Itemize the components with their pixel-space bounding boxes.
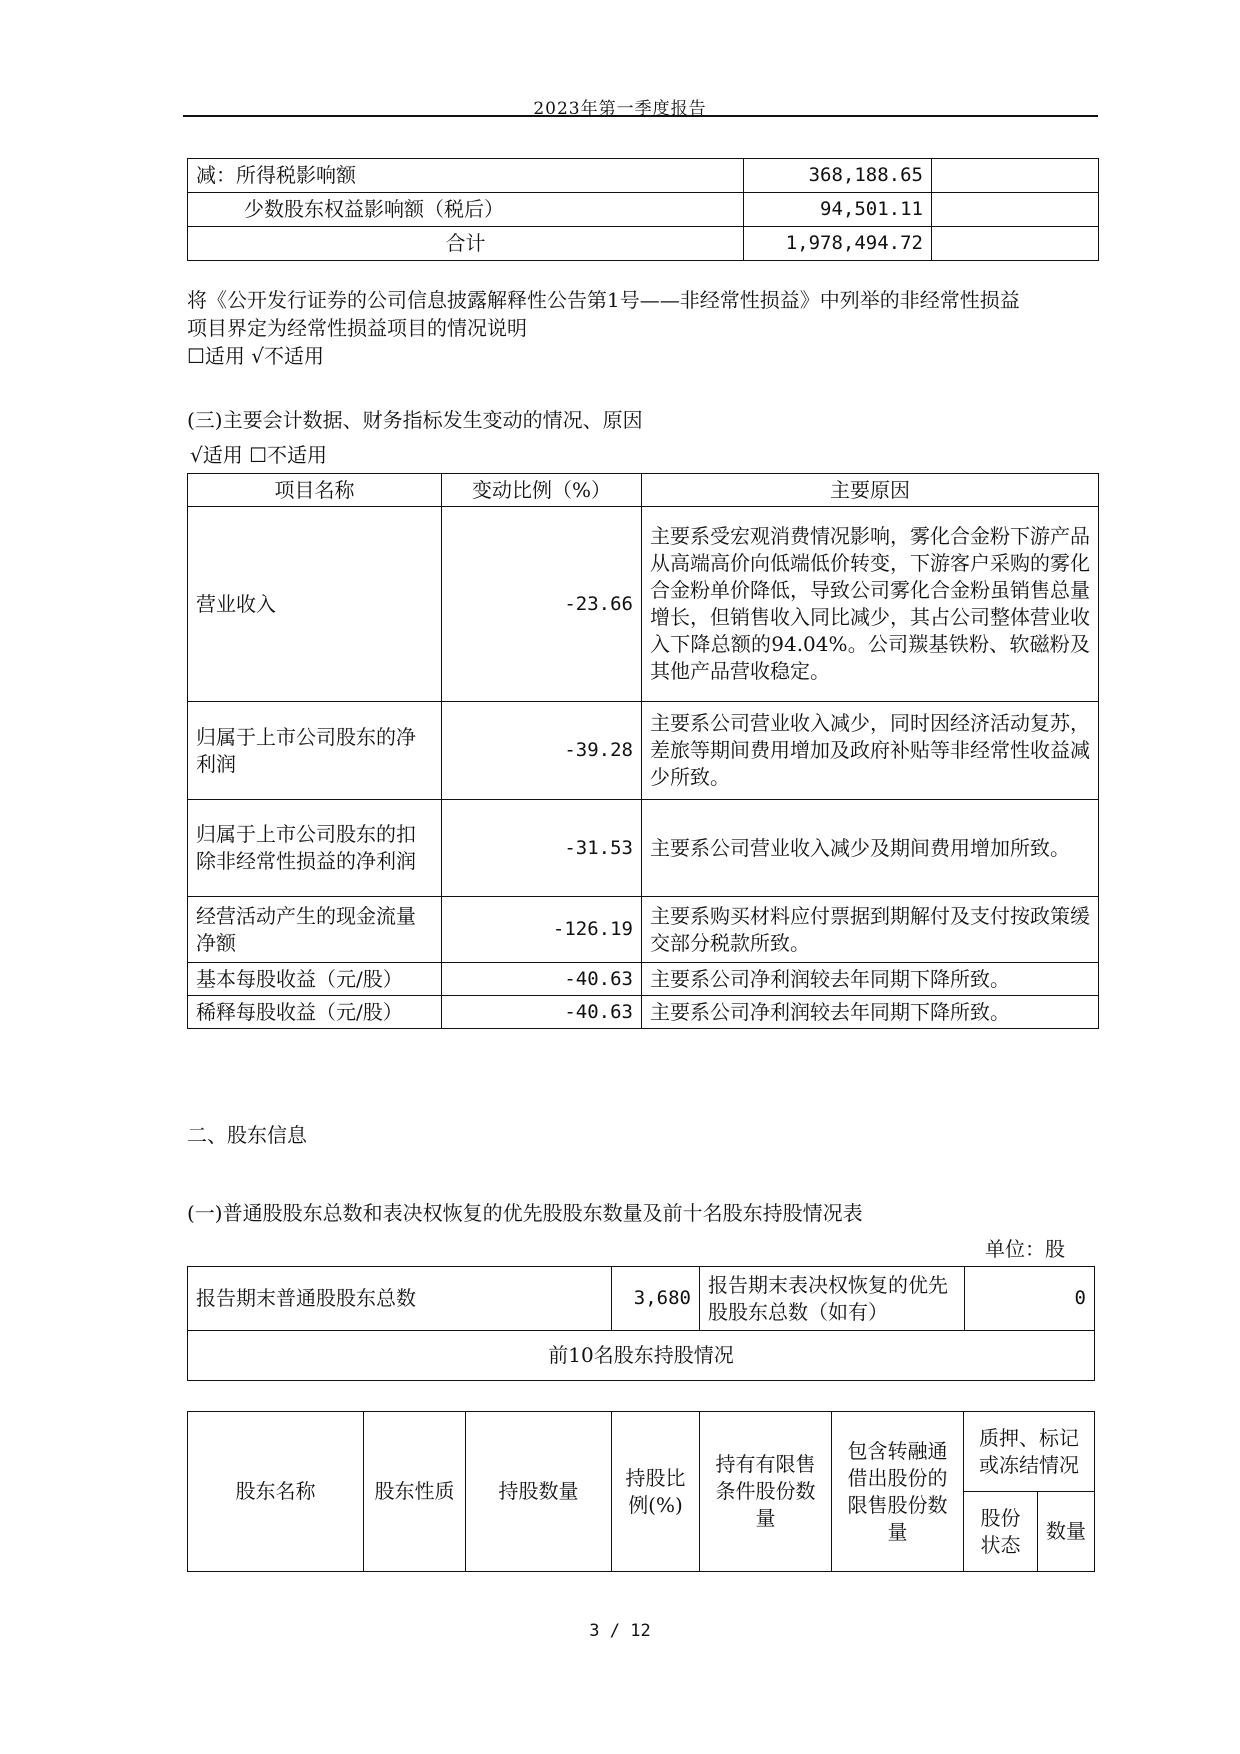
header-pledge-quantity: 数量: [1038, 1492, 1095, 1572]
change-ratio: -31.53: [442, 800, 642, 897]
preferred-holders-value: 0: [965, 1267, 1095, 1331]
main-reason: 主要系公司营业收入减少及期间费用增加所致。: [642, 800, 1099, 897]
page-number: 3 / 12: [589, 1621, 651, 1641]
section-3-title: (三)主要会计数据、财务指标发生变动的情况、原因: [187, 408, 643, 432]
table-row: [188, 1331, 1095, 1381]
change-ratio: -40.63: [442, 996, 642, 1029]
item-name: 归属于上市公司股东的扣除非经常性损益的净利润: [188, 800, 442, 897]
table-row: [188, 507, 1099, 702]
header-pledge-status: 质押、标记或冻结情况: [964, 1412, 1095, 1492]
common-holders-label: 报告期末普通股股东总数: [188, 1267, 612, 1331]
row-note: [932, 159, 1099, 193]
header-holding-ratio: 持股比例(%): [612, 1412, 700, 1572]
row-label: 少数股东权益影响额（税后）: [188, 193, 744, 227]
header-holder-nature: 股东性质: [364, 1412, 466, 1572]
table-header-row: [188, 1412, 1095, 1492]
changes-table: [187, 473, 1099, 1029]
definition-applicability: ☐适用 √不适用: [187, 344, 325, 368]
common-holders-value: 3,680: [612, 1267, 700, 1331]
header-lent-restricted-shares: 包含转融通借出股份的限售股份数量: [832, 1412, 964, 1572]
table-row: [188, 702, 1099, 800]
table-row: [188, 963, 1099, 996]
table-row: [188, 193, 1099, 227]
table-row: [188, 800, 1099, 897]
section-2-title: 二、股东信息: [187, 1123, 307, 1147]
change-ratio: -23.66: [442, 507, 642, 702]
row-note: [932, 193, 1099, 227]
page-header-title: 2023年第一季度报告: [533, 99, 707, 119]
header-restricted-shares: 持有有限售条件股份数量: [700, 1412, 832, 1572]
non-recurring-summary-table: [187, 158, 1099, 261]
section-2-subtitle: (一)普通股股东总数和表决权恢复的优先股股东数量及前十名股东持股情况表: [187, 1201, 863, 1225]
table-row: [188, 897, 1099, 963]
item-name: 稀释每股收益（元/股）: [188, 996, 442, 1029]
change-ratio: -39.28: [442, 702, 642, 800]
unit-label: 单位：股: [985, 1237, 1065, 1261]
main-reason: 主要系公司净利润较去年同期下降所致。: [642, 963, 1099, 996]
main-reason: 主要系公司净利润较去年同期下降所致。: [642, 996, 1099, 1029]
top10-label: 前10名股东持股情况: [188, 1331, 1095, 1381]
main-reason: 主要系购买材料应付票据到期解付及支付按政策缓交部分税款所致。: [642, 897, 1099, 963]
total-label: 合计: [188, 227, 744, 261]
main-reason: 主要系公司营业收入减少，同时因经济活动复苏，差旅等期间费用增加及政府补贴等非经常性收益减少所致。: [642, 702, 1099, 800]
item-name: 经营活动产生的现金流量净额: [188, 897, 442, 963]
main-reason: 主要系受宏观消费情况影响，雾化合金粉下游产品从高端高价向低端低价转变，下游客户采购的雾化合金粉单价降低，导致公司雾化合金粉虽销售总量增长，但销售收入同比减少，其占公司整体营业收入下降总额的94.04%。公司羰基铁粉、软磁粉及其他产品营收稳定。: [642, 507, 1099, 702]
table-row: [188, 996, 1099, 1029]
header-rule: [183, 115, 1098, 117]
header-main-reason: 主要原因: [642, 474, 1099, 507]
change-ratio: -126.19: [442, 897, 642, 963]
row-note: [932, 227, 1099, 261]
row-value: 368,188.65: [744, 159, 932, 193]
table-row: [188, 1267, 1095, 1331]
section-3-applicability: √适用 ☐不适用: [190, 443, 328, 467]
header-shares-held: 持股数量: [466, 1412, 612, 1572]
definition-note-line1: 将《公开发行证券的公司信息披露解释性公告第1号——非经常性损益》中列举的非经常性损益: [187, 288, 1020, 312]
item-name: 营业收入: [188, 507, 442, 702]
change-ratio: -40.63: [442, 963, 642, 996]
header-item-name: 项目名称: [188, 474, 442, 507]
top10-holders-table: [187, 1411, 1095, 1572]
preferred-holders-label: 报告期末表决权恢复的优先股股东总数（如有）: [700, 1267, 965, 1331]
total-value: 1,978,494.72: [744, 227, 932, 261]
item-name: 基本每股收益（元/股）: [188, 963, 442, 996]
table-header-row: [188, 474, 1099, 507]
item-name: 归属于上市公司股东的净利润: [188, 702, 442, 800]
table-row: [188, 159, 1099, 193]
header-change-ratio: 变动比例（%）: [442, 474, 642, 507]
row-value: 94,501.11: [744, 193, 932, 227]
shareholder-summary-table: [187, 1266, 1095, 1381]
header-holder-name: 股东名称: [188, 1412, 364, 1572]
header-share-status: 股份状态: [964, 1492, 1038, 1572]
table-row: [188, 227, 1099, 261]
definition-note-line2: 项目界定为经常性损益项目的情况说明: [187, 316, 527, 340]
row-label: 减：所得税影响额: [188, 159, 744, 193]
